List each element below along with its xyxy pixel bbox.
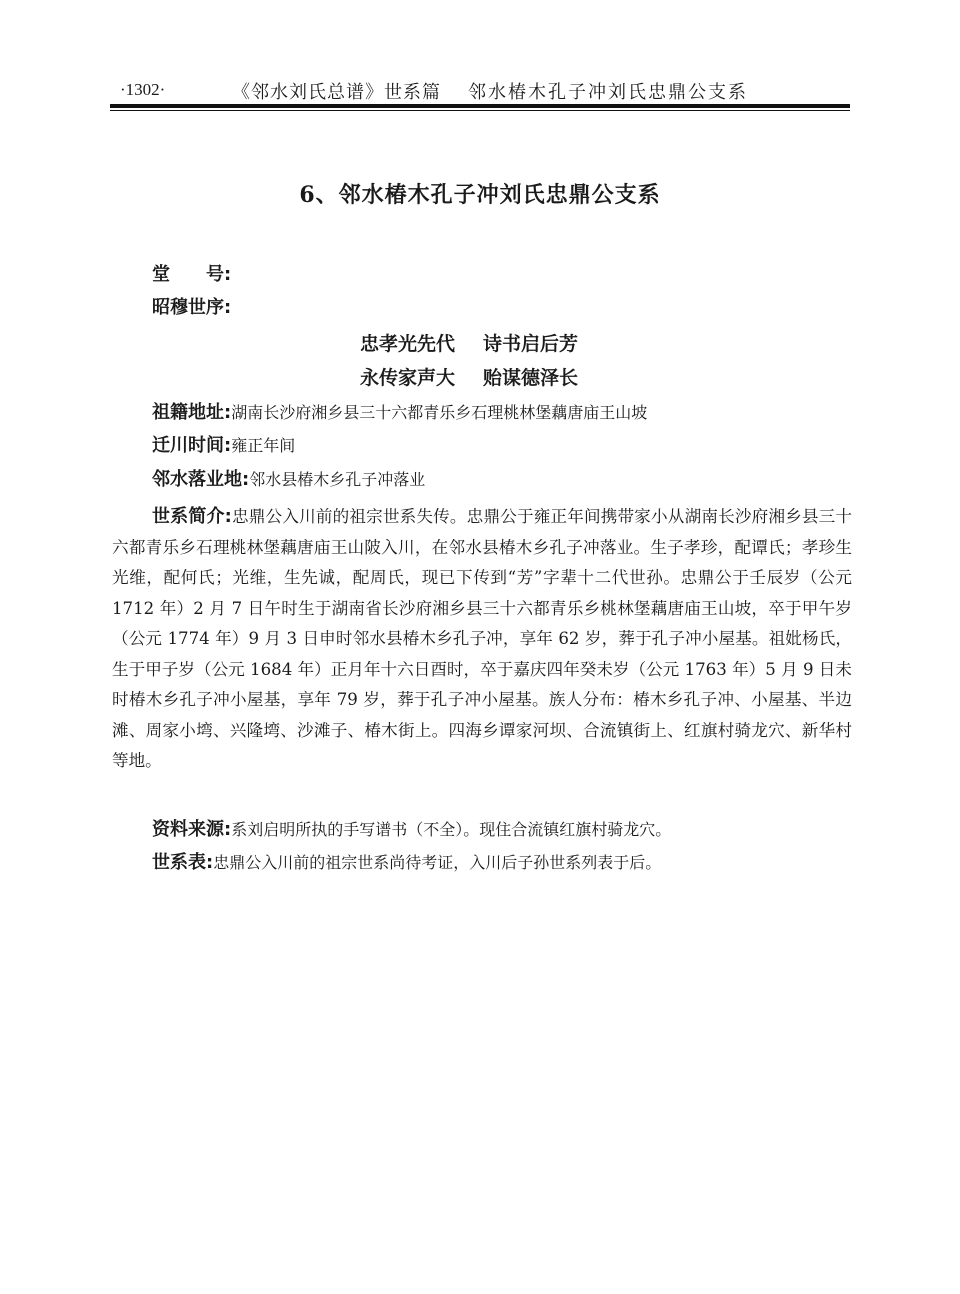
zhao-mu-colon: : <box>224 297 232 318</box>
header-rule-thin <box>110 110 850 111</box>
intro-colon: : <box>224 506 232 527</box>
motto-line-1-b: 诗书启后芳 <box>483 333 579 355</box>
book-title: 《邻水刘氏总谱》世系篇 <box>232 82 441 103</box>
header-rule-thick <box>110 104 850 108</box>
motto-line-2 <box>360 366 578 390</box>
source-label: 资料来源 <box>152 819 224 840</box>
migration-time-value: 雍正年间 <box>231 436 296 455</box>
ancestral-home-label: 祖籍地址 <box>152 402 224 423</box>
motto-line-2-b: 贻谋德泽长 <box>483 367 579 389</box>
table-value: 忠鼎公入川前的祖宗世系尚待考证，入川后子孙世系列表于后。 <box>213 853 662 872</box>
intro-label: 世系简介 <box>152 506 225 527</box>
motto-line-1 <box>360 332 578 356</box>
motto-line-2-a: 永传家声大 <box>360 367 456 389</box>
table-field <box>152 852 661 874</box>
source-value: 系刘启明所执的手写谱书（不全）。现住合流镇红旗村骑龙穴。 <box>231 820 672 839</box>
motto-line-1-a: 忠孝光先代 <box>360 333 456 355</box>
section-title: 6、邻水椿木孔子冲刘氏忠鼎公支系 <box>299 182 661 208</box>
intro-paragraph <box>112 502 852 777</box>
running-header <box>110 72 850 106</box>
table-label: 世系表 <box>152 852 206 873</box>
migration-time-label: 迁川时间 <box>152 435 224 456</box>
ancestral-home-value: 湖南长沙府湘乡县三十六都青乐乡石理桃林堡藕唐庙王山坡 <box>231 403 648 422</box>
intro-text: 忠鼎公入川前的祖宗世系失传。忠鼎公于雍正年间携带家小从湖南长沙府湘乡县三十六都青乐乡石理桃林堡藕唐庙王山陂入川，在邻水县椿木乡孔子冲落业。生子孝珍，配谭氏；孝珍生光维，配何氏；光维，生先诚，配周氏，现已下传到“芳”字辈十二代世孙。忠鼎公于壬辰岁（公元 1712 年）2 月 7 日午时生于湖南省长沙府湘乡县三十六都青乐乡桃林堡藕唐庙王山坡，卒于甲午岁（公元 1774 年）9 月 3 日申时邻水县椿木乡孔子冲，享年 62 岁，葬于孔子冲小屋基。祖妣杨氏，生于甲子岁（公元 1684 年）正月年十六日酉时，卒于嘉庆四年癸未岁（公元 1763 年）5 月 9 日未时椿木乡孔子冲小屋基，享年 79 岁，葬于孔子冲小屋基。族人分布：椿木乡孔子冲、小屋基、半边滩、周家小塆、兴隆塆、沙滩子、椿木街上。四海乡谭家河坝、合流镇街上、红旗村骑龙穴、新华村等地。 <box>112 507 853 770</box>
table-colon: : <box>206 852 214 873</box>
tang-hao-field <box>152 264 231 286</box>
ancestral-home-field <box>152 402 647 424</box>
ancestral-home-colon: : <box>224 402 232 423</box>
migration-time-field <box>152 435 295 457</box>
settlement-label: 邻水落业地 <box>152 469 242 490</box>
settlement-colon: : <box>242 469 250 490</box>
tang-hao-colon: : <box>224 264 232 285</box>
page-number: ·1302· <box>120 80 166 99</box>
settlement-field <box>152 469 425 491</box>
source-colon: : <box>224 819 232 840</box>
zhao-mu-label: 昭穆世序 <box>152 297 224 318</box>
zhao-mu-field <box>152 297 231 319</box>
tang-hao-label: 堂 号 <box>152 264 224 285</box>
branch-title: 邻水椿木孔子冲刘氏忠鼎公支系 <box>468 82 748 103</box>
settlement-value: 邻水县椿木乡孔子冲落业 <box>249 470 426 489</box>
source-field <box>152 819 671 841</box>
migration-time-colon: : <box>224 435 232 456</box>
